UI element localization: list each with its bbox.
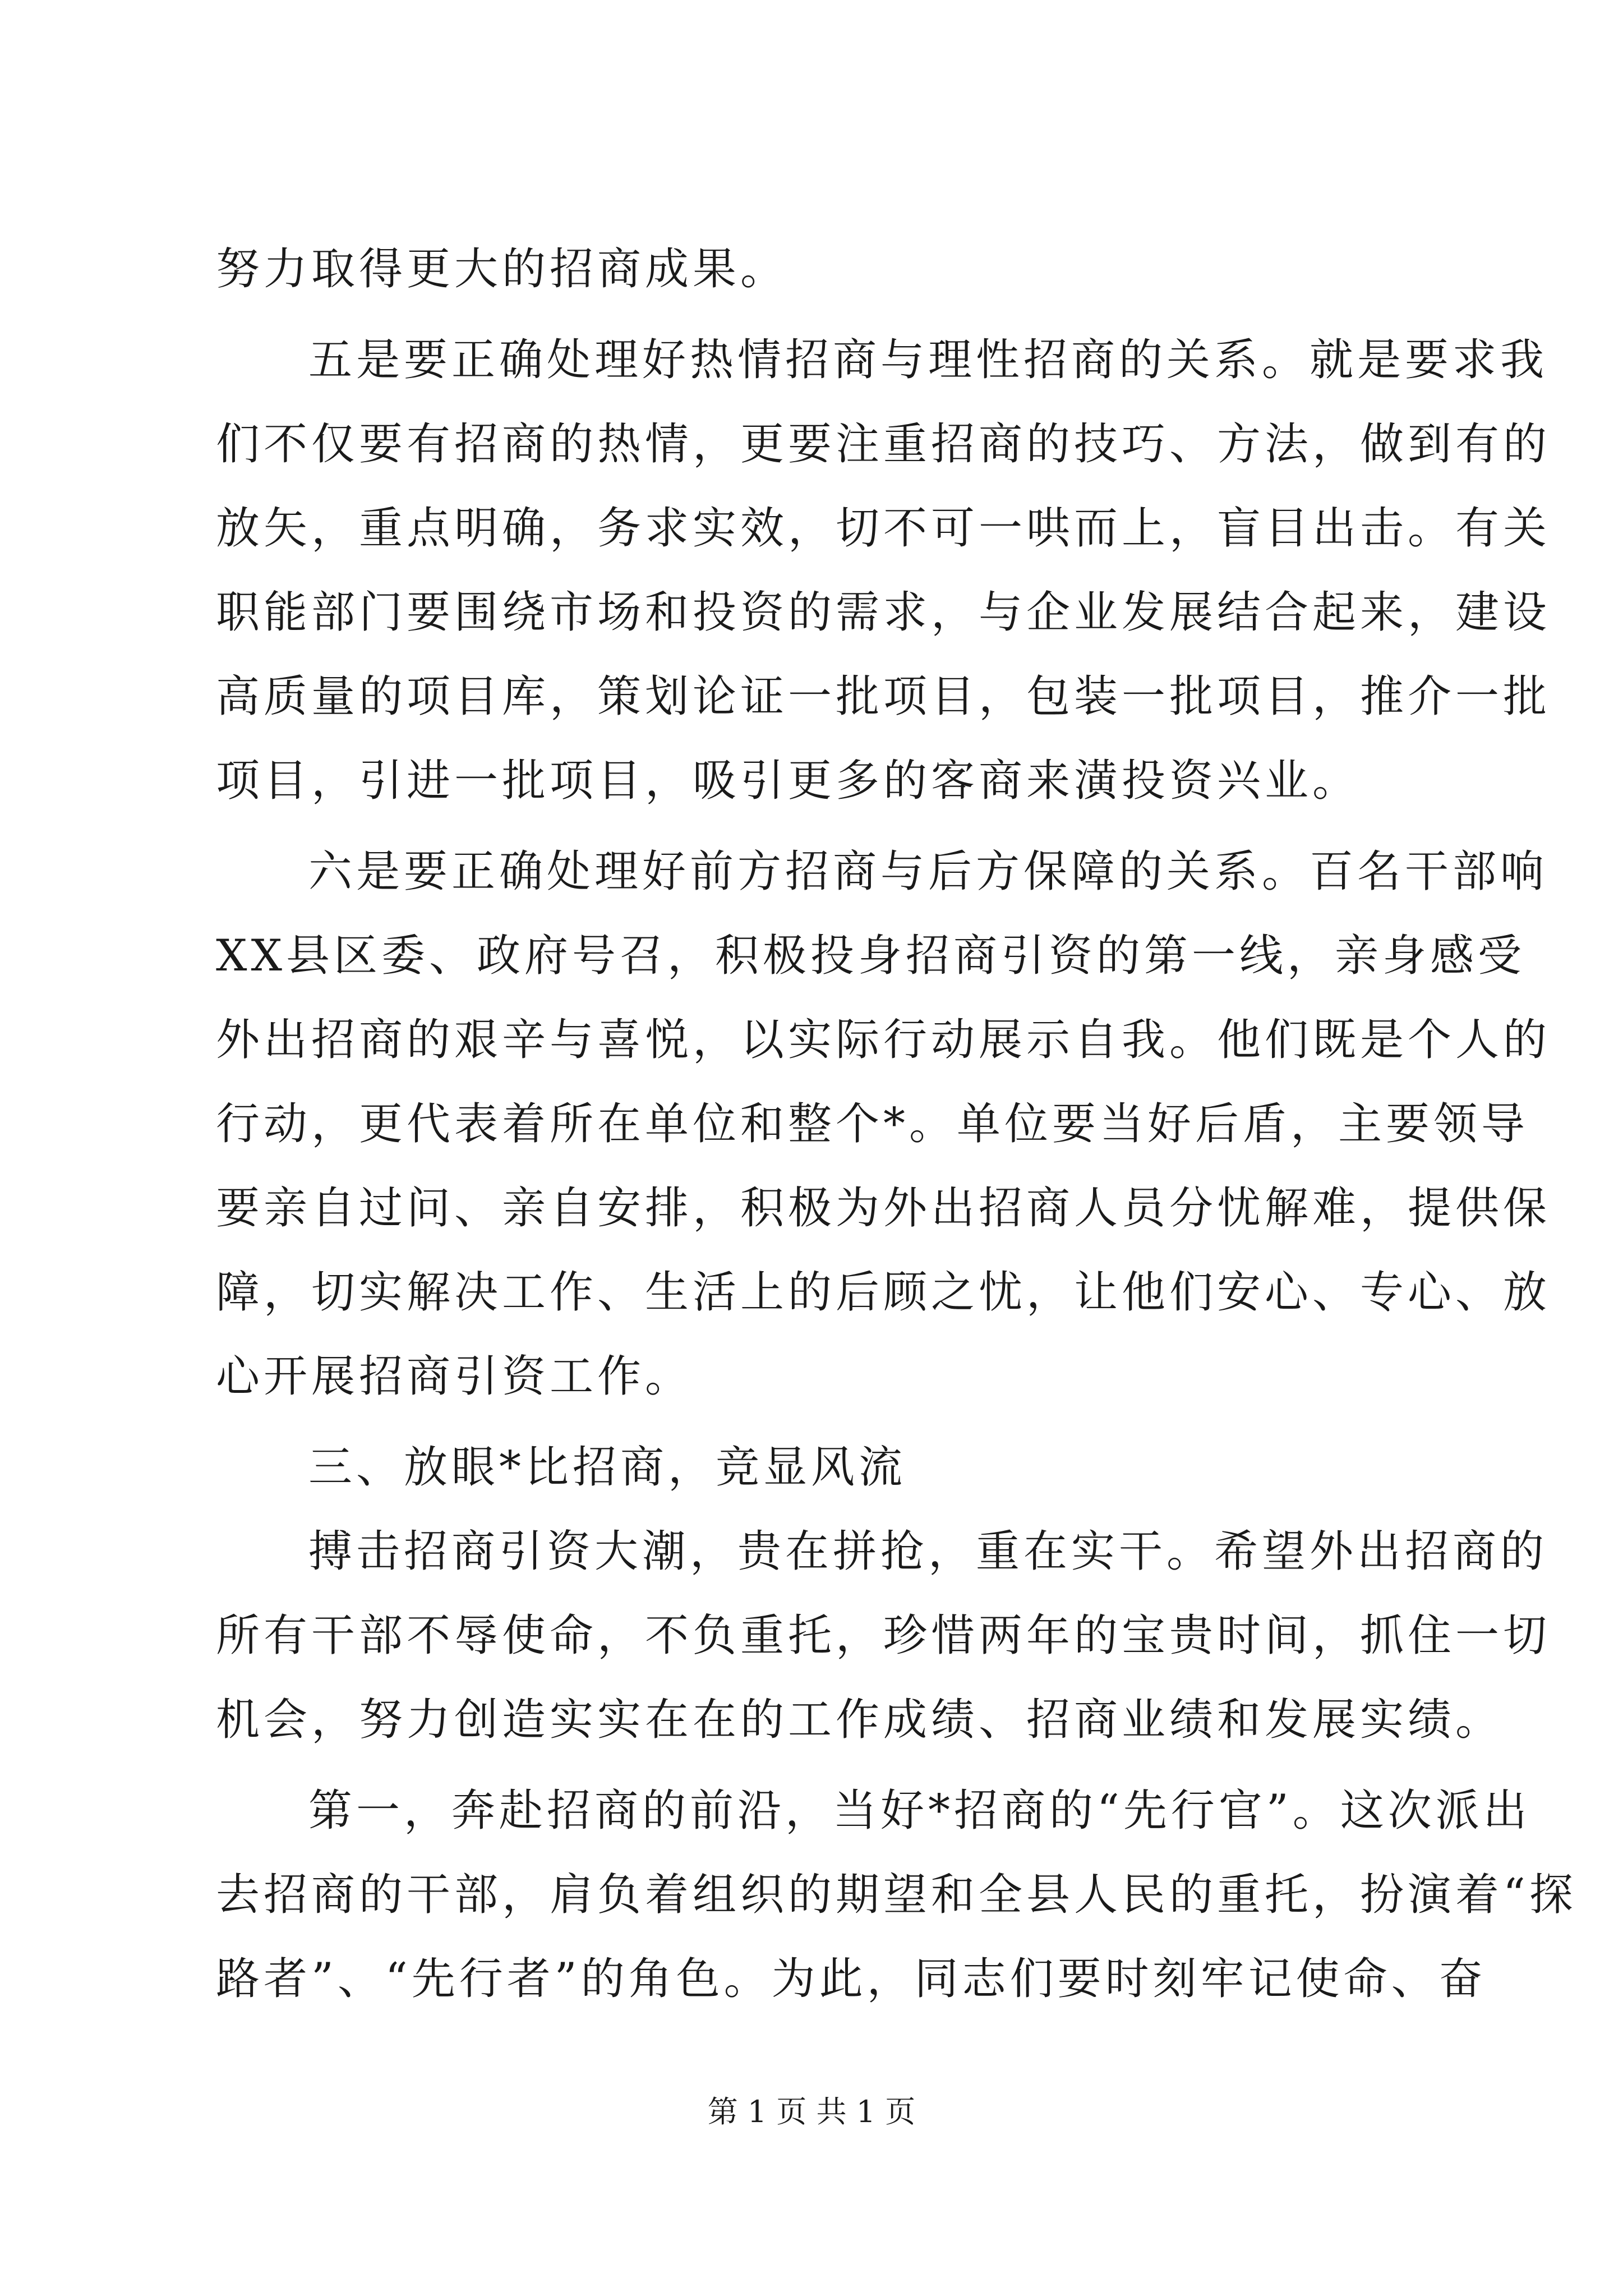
text-line: 六是要正确处理好前方招商与后方保障的关系。百名干部响 — [308, 846, 1548, 897]
text-line: 职能部门要围绕市场和投资的需求，与企业发展结合起来，建设 — [216, 587, 1551, 638]
text-line: 高质量的项目库，策划论证一批项目，包装一批项目，推介一批 — [216, 671, 1551, 722]
text-line: 所有干部不辱使命，不负重托，珍惜两年的宝贵时间，抓住一切 — [216, 1611, 1551, 1661]
text-line: 障，切实解决工作、生活上的后顾之忧，让他们安心、专心、放 — [216, 1267, 1551, 1318]
document-body — [216, 227, 1577, 2021]
text-line: 放矢，重点明确，务求实效，切不可一哄而上，盲目出击。有关 — [216, 503, 1551, 554]
text-line: 路者”、“先行者”的角色。为此，同志们要时刻牢记使命、奋 — [216, 1954, 1487, 2004]
text-line: 三、放眼*比招商，竞显风流 — [308, 1442, 907, 1493]
paragraph — [216, 830, 1551, 1419]
text-line: 们不仅要有招商的热情，更要注重招商的技巧、方法，做到有的 — [216, 419, 1551, 470]
text-line: 五是要正确处理好热情招商与理性招商的关系。就是要求我 — [308, 335, 1548, 385]
text-line: 去招商的干部，肩负着组织的期望和全县人民的重托，扮演着“探 — [216, 1870, 1577, 1920]
section-heading — [216, 1425, 1413, 1510]
text-line: 外出招商的艰辛与喜悦，以实际行动展示自我。他们既是个人的 — [216, 1015, 1551, 1065]
paragraph — [216, 227, 1413, 311]
text-line: 搏击招商引资大潮，贵在拼抢，重在实干。希望外出招商的 — [308, 1526, 1548, 1577]
text-line: 心开展招商引资工作。 — [216, 1351, 693, 1402]
paragraph — [216, 1510, 1551, 1762]
text-line: 努力取得更大的招商成果。 — [216, 244, 789, 295]
text-line: 第一，奔赴招商的前沿，当好*招商的“先行官”。这次派出 — [308, 1786, 1531, 1836]
page-number-footer: 第 1 页 共 1 页 — [707, 2094, 916, 2129]
text-line: 机会，努力创造实实在在的工作成绩、招商业绩和发展实绩。 — [216, 1695, 1504, 1745]
paragraph — [216, 318, 1551, 823]
text-line: 行动，更代表着所在单位和整个*。单位要当好后盾，主要领导 — [216, 1099, 1529, 1149]
text-line: XX县区委、政府号召，积极投身招商引资的第一线，亲身感受 — [216, 931, 1526, 981]
text-line: 要亲自过问、亲自安排，积极为外出招商人员分忧解难，提供保 — [216, 1183, 1551, 1234]
paragraph — [216, 1769, 1577, 2021]
text-line: 项目，引进一批项目，吸引更多的客商来潢投资兴业。 — [216, 756, 1361, 806]
